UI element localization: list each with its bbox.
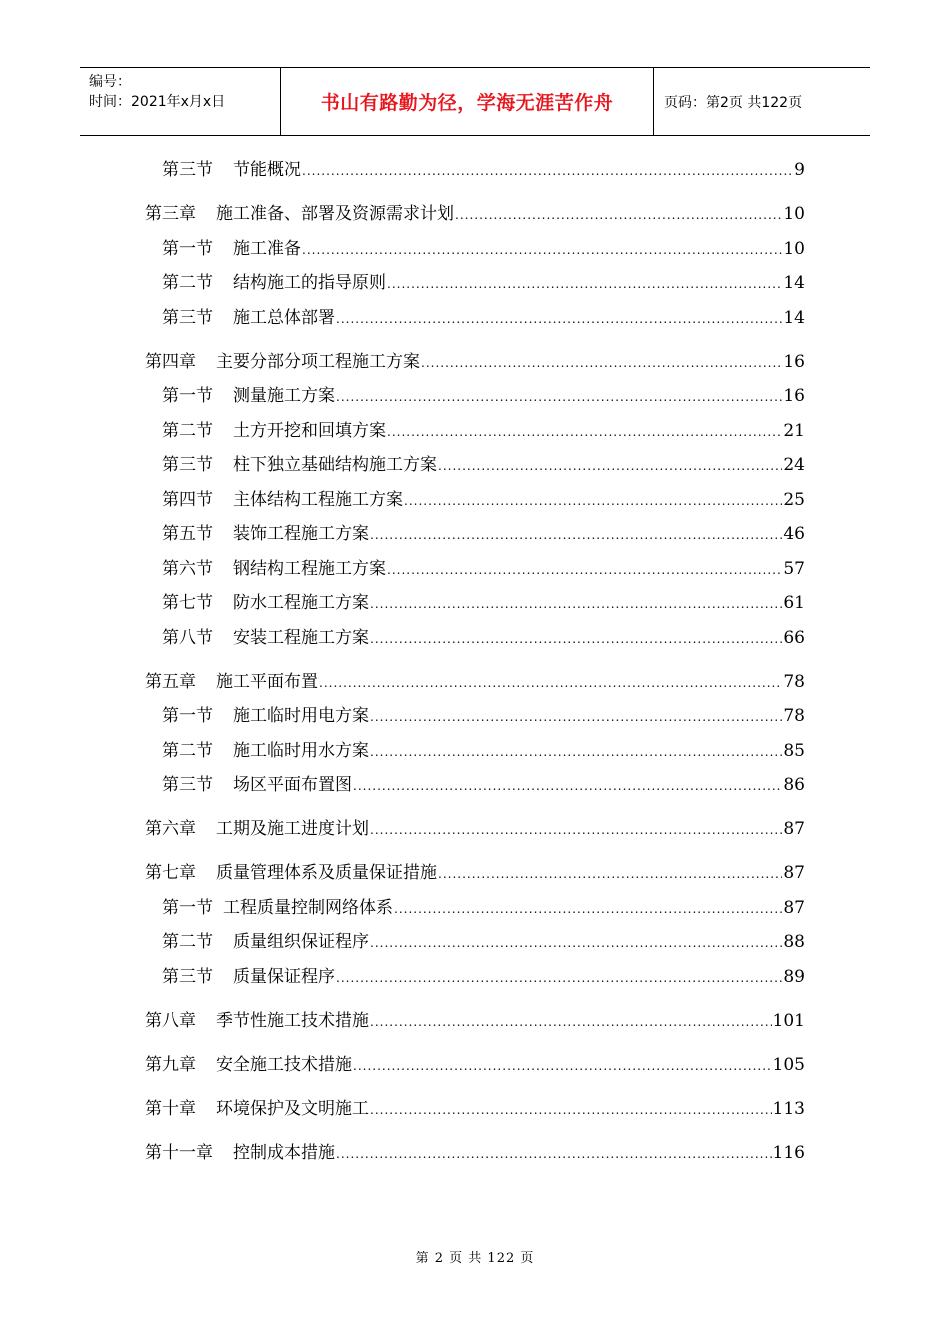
toc-entry-label: 第一节 bbox=[162, 898, 213, 918]
toc-entry-page-number: 21 bbox=[783, 421, 805, 441]
toc-dot-leader bbox=[387, 421, 782, 443]
toc-section-entry[interactable] bbox=[162, 740, 805, 763]
toc-entry-page-number: 89 bbox=[783, 967, 805, 987]
toc-entry-label: 第五节 bbox=[162, 524, 213, 544]
toc-dot-leader bbox=[370, 1099, 772, 1121]
toc-chapter-entry[interactable] bbox=[145, 1142, 805, 1165]
toc-entry-title: 主体结构工程施工方案 bbox=[233, 490, 403, 510]
toc-dot-leader bbox=[370, 932, 782, 954]
toc-entry-page-number: 16 bbox=[783, 352, 805, 372]
toc-entry-title: 结构施工的指导原则 bbox=[233, 273, 386, 293]
toc-dot-leader bbox=[336, 386, 782, 408]
toc-section-entry[interactable] bbox=[162, 454, 805, 477]
header-page-info: 页码：第2页 共122页 bbox=[664, 94, 803, 111]
toc-dot-leader bbox=[404, 490, 782, 512]
toc-entry-page-number: 10 bbox=[783, 204, 805, 224]
page-footer: 第 2 页 共 122 页 bbox=[415, 1251, 535, 1266]
toc-entry-label: 第一节 bbox=[162, 706, 213, 726]
toc-dot-leader bbox=[319, 672, 782, 694]
toc-entry-page-number: 16 bbox=[783, 386, 805, 406]
header-motto: 书山有路勤为径，学海无涯苦作舟 bbox=[281, 68, 654, 135]
toc-chapter-entry[interactable] bbox=[145, 671, 805, 694]
toc-section-entry[interactable] bbox=[162, 966, 805, 989]
toc-entry-page-number: 116 bbox=[772, 1143, 805, 1163]
document-number-label: 编号： bbox=[89, 74, 131, 90]
toc-section-entry[interactable] bbox=[162, 558, 805, 581]
toc-entry-title: 防水工程施工方案 bbox=[233, 593, 369, 613]
toc-entry-label: 第二节 bbox=[162, 273, 213, 293]
toc-entry-title: 场区平面布置图 bbox=[233, 775, 352, 795]
toc-entry-page-number: 46 bbox=[783, 524, 805, 544]
toc-chapter-entry[interactable] bbox=[145, 862, 805, 885]
toc-entry-label: 第三节 bbox=[162, 967, 213, 987]
toc-entry-title: 工期及施工进度计划 bbox=[216, 819, 369, 839]
toc-entry-title: 质量保证程序 bbox=[233, 967, 335, 987]
toc-entry-label: 第三节 bbox=[162, 775, 213, 795]
toc-entry-label: 第三节 bbox=[162, 160, 213, 180]
toc-entry-page-number: 9 bbox=[794, 160, 805, 180]
toc-dot-leader bbox=[438, 863, 782, 885]
toc-entry-label: 第七节 bbox=[162, 593, 213, 613]
toc-section-entry[interactable] bbox=[162, 627, 805, 650]
toc-section-entry[interactable] bbox=[162, 238, 805, 261]
toc-entry-page-number: 10 bbox=[783, 239, 805, 259]
toc-entry-label: 第八节 bbox=[162, 628, 213, 648]
toc-entry-page-number: 78 bbox=[783, 706, 805, 726]
toc-entry-page-number: 86 bbox=[783, 775, 805, 795]
toc-entry-label: 第六章 bbox=[145, 819, 196, 839]
toc-dot-leader bbox=[336, 1143, 772, 1165]
toc-entry-title: 装饰工程施工方案 bbox=[233, 524, 369, 544]
toc-entry-title: 钢结构工程施工方案 bbox=[233, 559, 386, 579]
toc-section-entry[interactable] bbox=[162, 705, 805, 728]
toc-entry-title: 施工临时用水方案 bbox=[233, 741, 369, 761]
toc-chapter-entry[interactable] bbox=[145, 1098, 805, 1121]
toc-entry-page-number: 105 bbox=[772, 1055, 805, 1075]
toc-entry-label: 第五章 bbox=[145, 672, 196, 692]
toc-section-entry[interactable] bbox=[162, 523, 805, 546]
toc-dot-leader bbox=[302, 160, 793, 182]
document-time-label: 时间：2021年x月x日 bbox=[89, 94, 226, 110]
header-meta bbox=[80, 68, 281, 135]
toc-entry-title: 质量管理体系及质量保证措施 bbox=[216, 863, 437, 883]
toc-section-entry[interactable] bbox=[162, 931, 805, 954]
toc-dot-leader bbox=[394, 898, 782, 920]
toc-dot-leader bbox=[455, 204, 782, 226]
toc-entry-page-number: 66 bbox=[783, 628, 805, 648]
toc-entry-page-number: 14 bbox=[783, 273, 805, 293]
toc-entry-page-number: 85 bbox=[783, 741, 805, 761]
toc-entry-title: 工程质量控制网络体系 bbox=[223, 898, 393, 918]
toc-dot-leader bbox=[336, 308, 782, 330]
toc-section-entry[interactable] bbox=[162, 272, 805, 295]
toc-dot-leader bbox=[387, 559, 782, 581]
toc-entry-title: 控制成本措施 bbox=[233, 1143, 335, 1163]
toc-entry-title: 测量施工方案 bbox=[233, 386, 335, 406]
toc-entry-page-number: 57 bbox=[783, 559, 805, 579]
toc-dot-leader bbox=[370, 741, 782, 763]
toc-entry-title: 安全施工技术措施 bbox=[216, 1055, 352, 1075]
toc-dot-leader bbox=[370, 819, 782, 841]
toc-dot-leader bbox=[421, 352, 782, 374]
toc-entry-title: 施工准备、部署及资源需求计划 bbox=[216, 204, 454, 224]
toc-entry-title: 土方开挖和回填方案 bbox=[233, 421, 386, 441]
toc-entry-title: 主要分部分项工程施工方案 bbox=[216, 352, 420, 372]
toc-entry-label: 第三节 bbox=[162, 308, 213, 328]
toc-entry-label: 第一节 bbox=[162, 386, 213, 406]
toc-entry-label: 第三节 bbox=[162, 455, 213, 475]
toc-entry-page-number: 87 bbox=[783, 819, 805, 839]
toc-entry-page-number: 78 bbox=[783, 672, 805, 692]
toc-entry-label: 第七章 bbox=[145, 863, 196, 883]
toc-section-entry[interactable] bbox=[162, 307, 805, 330]
toc-entry-page-number: 101 bbox=[772, 1011, 805, 1031]
toc-entry-page-number: 87 bbox=[783, 863, 805, 883]
toc-entry-title: 节能概况 bbox=[233, 160, 301, 180]
toc-entry-label: 第二节 bbox=[162, 932, 213, 952]
toc-entry-label: 第四章 bbox=[145, 352, 196, 372]
toc-entry-label: 第十章 bbox=[145, 1099, 196, 1119]
toc-dot-leader bbox=[370, 524, 782, 546]
toc-section-entry[interactable] bbox=[162, 897, 805, 920]
toc-dot-leader bbox=[370, 1011, 772, 1033]
toc-entry-page-number: 88 bbox=[783, 932, 805, 952]
toc-entry-title: 季节性施工技术措施 bbox=[216, 1011, 369, 1031]
toc-entry-label: 第一节 bbox=[162, 239, 213, 259]
toc-dot-leader bbox=[438, 455, 782, 477]
toc-entry-page-number: 25 bbox=[783, 490, 805, 510]
toc-entry-label: 第六节 bbox=[162, 559, 213, 579]
toc-entry-label: 第十一章 bbox=[145, 1143, 213, 1163]
toc-entry-title: 安装工程施工方案 bbox=[233, 628, 369, 648]
toc-dot-leader bbox=[353, 1055, 772, 1077]
toc-entry-title: 施工准备 bbox=[233, 239, 301, 259]
toc-section-entry[interactable] bbox=[162, 592, 805, 615]
toc-entry-page-number: 14 bbox=[783, 308, 805, 328]
toc-entry-label: 第四节 bbox=[162, 490, 213, 510]
toc-entry-page-number: 87 bbox=[783, 898, 805, 918]
toc-dot-leader bbox=[302, 239, 782, 261]
toc-dot-leader bbox=[353, 775, 782, 797]
toc-entry-label: 第二节 bbox=[162, 421, 213, 441]
toc-entry-title: 柱下独立基础结构施工方案 bbox=[233, 455, 437, 475]
toc-dot-leader bbox=[370, 628, 782, 650]
toc-entry-label: 第九章 bbox=[145, 1055, 196, 1075]
toc-chapter-entry[interactable] bbox=[145, 203, 805, 226]
toc-section-entry[interactable] bbox=[162, 159, 805, 182]
toc-entry-title: 施工临时用电方案 bbox=[233, 706, 369, 726]
toc-entry-title: 质量组织保证程序 bbox=[233, 932, 369, 952]
toc-chapter-entry[interactable] bbox=[145, 1054, 805, 1077]
toc-section-entry[interactable] bbox=[162, 385, 805, 408]
toc-entry-label: 第二节 bbox=[162, 741, 213, 761]
toc-dot-leader bbox=[387, 273, 782, 295]
toc-entry-title: 施工总体部署 bbox=[233, 308, 335, 328]
toc-chapter-entry[interactable] bbox=[145, 818, 805, 841]
toc-entry-label: 第三章 bbox=[145, 204, 196, 224]
toc-section-entry[interactable] bbox=[162, 489, 805, 512]
toc-entry-title: 环境保护及文明施工 bbox=[216, 1099, 369, 1119]
toc-chapter-entry[interactable] bbox=[145, 1010, 805, 1033]
toc-entry-title: 施工平面布置 bbox=[216, 672, 318, 692]
toc-dot-leader bbox=[370, 593, 782, 615]
toc-section-entry[interactable] bbox=[162, 420, 805, 443]
toc-dot-leader bbox=[370, 706, 782, 728]
toc-dot-leader bbox=[336, 967, 782, 989]
toc-section-entry[interactable] bbox=[162, 774, 805, 797]
toc-chapter-entry[interactable] bbox=[145, 351, 805, 374]
page-header bbox=[80, 67, 870, 136]
toc-entry-page-number: 24 bbox=[783, 455, 805, 475]
toc-entry-page-number: 113 bbox=[772, 1099, 805, 1119]
toc-entry-label: 第八章 bbox=[145, 1011, 196, 1031]
toc-entry-page-number: 61 bbox=[783, 593, 805, 613]
